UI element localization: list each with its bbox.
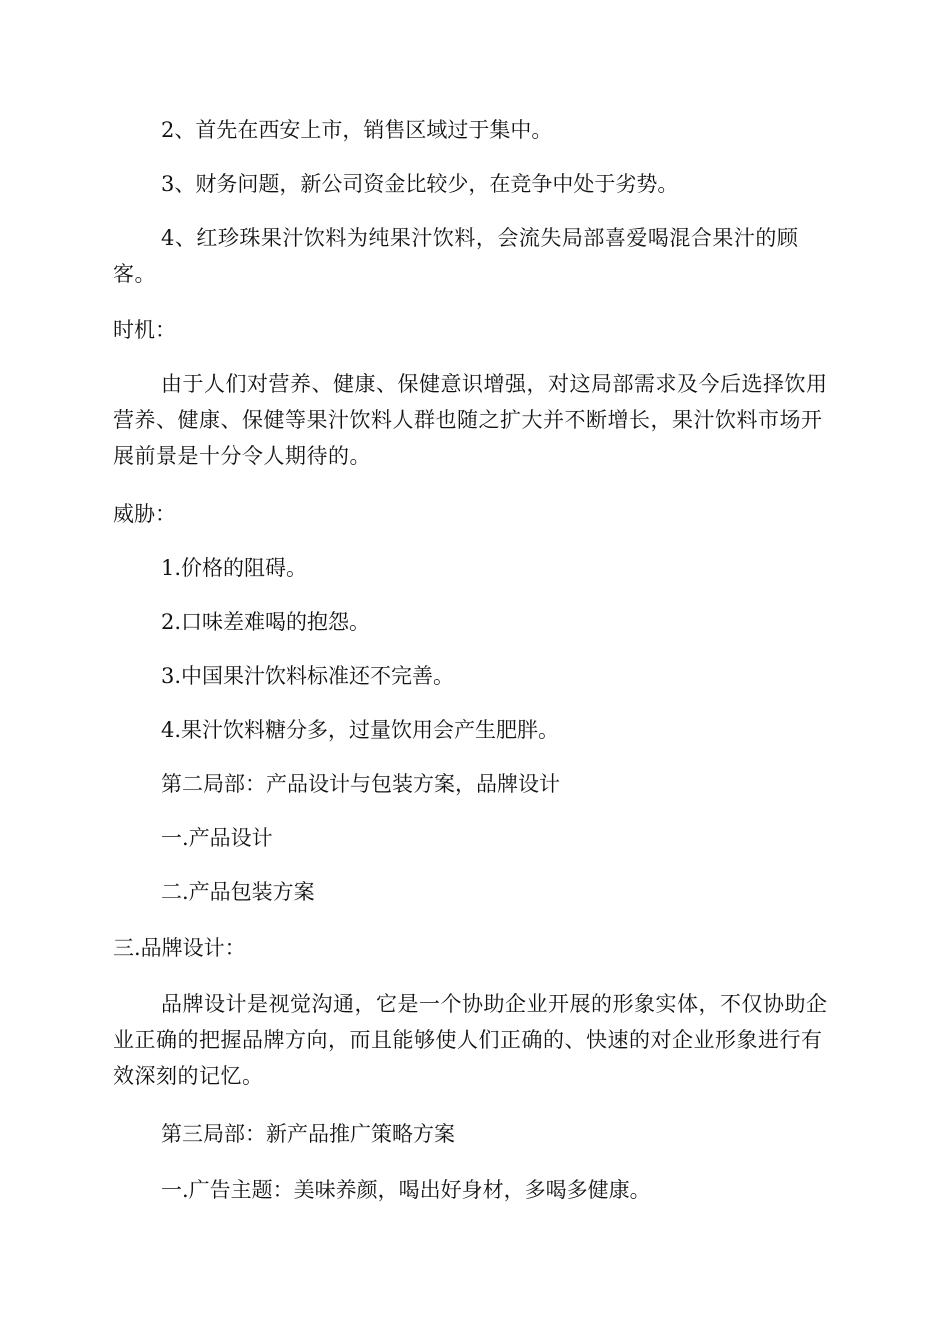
paragraph-threat-2: 2.口味差难喝的抱怨。: [161, 610, 371, 634]
paragraph-threat-4: 4.果汁饮料糖分多，过量饮用会产生肥胖。: [161, 718, 560, 742]
heading-threat: 威胁：: [113, 502, 176, 526]
section-heading-part-three: 第三局部：新产品推广策略方案: [161, 1122, 455, 1146]
paragraph-weakness-4: 4、红珍珠果汁饮料为纯果汁饮料，会流失局部喜爱喝混合果汁的顾客。: [113, 226, 799, 286]
subheading-product-design: 一.产品设计: [161, 826, 273, 850]
paragraph-brand-design: 品牌设计是视觉沟通，它是一个协助企业开展的形象实体，不仅协助企业正确的把握品牌方向，而且能够使人们正确的、快速的对企业形象进行有效深刻的记忆。: [113, 992, 828, 1088]
subheading-packaging-plan: 二.产品包装方案: [161, 880, 315, 904]
section-heading-part-two: 第二局部：产品设计与包装方案，品牌设计: [161, 772, 560, 796]
paragraph-threat-1: 1.价格的阻碍。: [161, 556, 308, 580]
paragraph-threat-3: 3.中国果汁饮料标准还不完善。: [161, 664, 455, 688]
paragraph-ad-theme: 一.广告主题：美味养颜，喝出好身材，多喝多健康。: [161, 1178, 651, 1202]
subheading-brand-design: 三.品牌设计：: [113, 936, 246, 960]
paragraph-weakness-2: 2、首先在西安上市，销售区域过于集中。: [161, 118, 553, 142]
paragraph-opportunity: 由于人们对营养、健康、保健意识增强，对这局部需求及今后选择饮用营养、健康、保健等果汁饮料人群也随之扩大并不断增长，果汁饮料市场开展前景是十分令人期待的。: [113, 372, 828, 468]
paragraph-weakness-3: 3、财务问题，新公司资金比较少，在竞争中处于劣势。: [161, 172, 679, 196]
heading-opportunity: 时机：: [113, 318, 176, 342]
